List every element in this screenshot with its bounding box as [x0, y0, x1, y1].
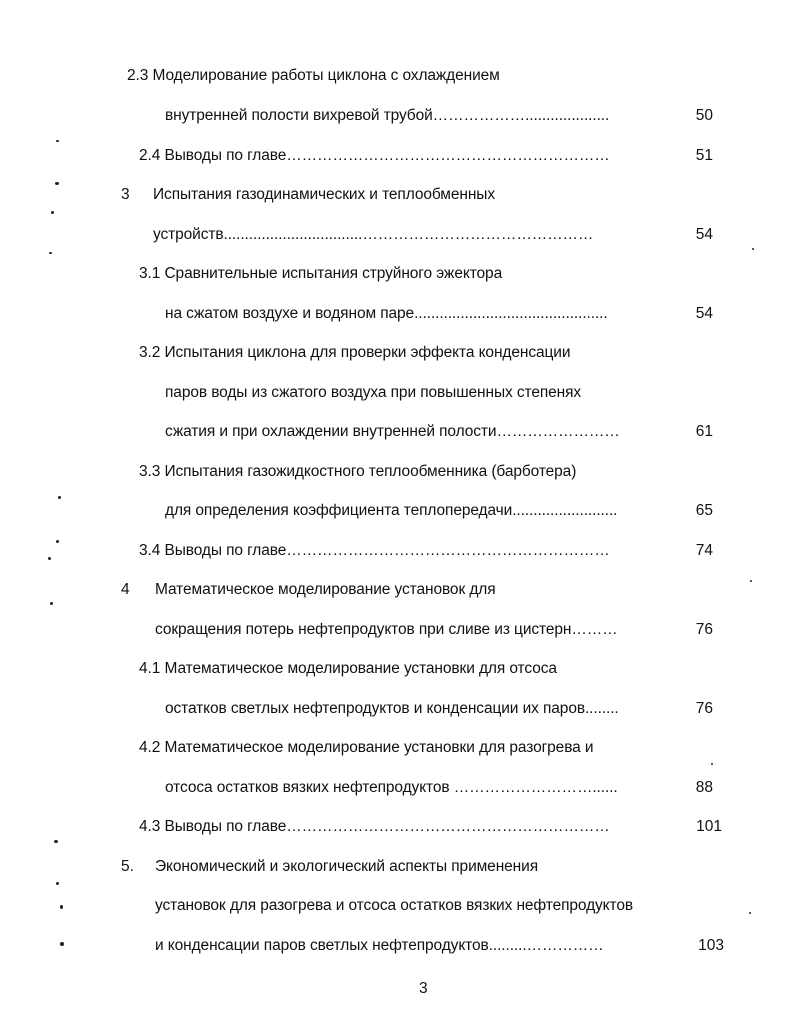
toc-entry-3-2: 3.2 Испытания циклона для проверки эффекта конденсации — [139, 344, 571, 361]
toc-entry-3-4: 3.4 Выводы по главе……………………………………………………… — [139, 542, 610, 559]
toc-entry-2-3: 2.3 Моделирование работы циклона с охлаждением — [127, 67, 500, 84]
scan-speck — [711, 763, 713, 765]
toc-entry-5: Экономический и экологический аспекты применения — [155, 858, 538, 875]
toc-page-3-1: 54 — [695, 305, 713, 322]
toc-chapter-number-3: 3 — [121, 186, 130, 203]
toc-page-4-2: 88 — [695, 779, 713, 796]
toc-page-5: 103 — [698, 937, 724, 954]
toc-page-3-4: 74 — [695, 542, 713, 559]
scan-speck — [49, 252, 52, 254]
scan-speck — [752, 248, 754, 250]
scan-speck — [48, 557, 51, 560]
scan-speck — [55, 182, 59, 185]
toc-entry-4-1-cont: остатков светлых нефтепродуктов и конденсации их паров........ — [165, 700, 619, 717]
toc-entry-3-3: 3.3 Испытания газожидкостного теплообменника (барботера) — [139, 463, 577, 480]
toc-entry-4-1: 4.1 Математическое моделирование установки для отсоса — [139, 660, 557, 677]
scan-speck — [56, 140, 59, 142]
toc-entry-4-cont: сокращения потерь нефтепродуктов при сливе из цистерн……… — [155, 621, 618, 638]
toc-entry-3-2-cont2: сжатия и при охлаждении внутренней полости…………………… — [165, 423, 620, 440]
toc-entry-2-3-cont: внутренней полости вихревой трубой……………….................... — [165, 107, 610, 124]
toc-entry-4-3: 4.3 Выводы по главе……………………………………………………… — [139, 818, 610, 835]
toc-page-4: 76 — [695, 621, 713, 638]
scan-speck — [56, 882, 59, 885]
scan-speck — [60, 905, 63, 909]
scan-speck — [58, 496, 61, 499]
scan-speck — [50, 602, 53, 605]
scan-speck — [56, 540, 59, 543]
toc-entry-5-cont2: и конденсации паров светлых нефтепродуктов.........…………… — [155, 937, 604, 954]
scan-speck — [51, 211, 54, 214]
toc-page-4-1: 76 — [695, 700, 713, 717]
toc-page-3-2: 61 — [695, 423, 713, 440]
toc-entry-4: Математическое моделирование установок для — [155, 581, 496, 598]
toc-entry-3-cont: устройств.................................……………………………………… — [153, 226, 594, 243]
toc-page-3: 54 — [695, 226, 713, 243]
scan-speck — [54, 840, 58, 843]
toc-entry-3-2-cont1: паров воды из сжатого воздуха при повышенных степенях — [165, 384, 582, 401]
toc-page-3-3: 65 — [695, 502, 713, 519]
toc-page-2-3: 50 — [695, 107, 713, 124]
page-number: 3 — [419, 980, 428, 997]
toc-chapter-number-4: 4 — [121, 581, 130, 598]
scan-speck — [750, 580, 752, 582]
toc-entry-3-1-cont: на сжатом воздухе и водяном паре.............................................. — [165, 305, 608, 322]
toc-page-4-3: 101 — [696, 818, 722, 835]
toc-page-2-4: 51 — [695, 147, 713, 164]
toc-entry-5-cont1: установок для разогрева и отсоса остатков вязких нефтепродуктов — [155, 897, 634, 914]
toc-chapter-number-5: 5. — [121, 858, 134, 875]
toc-entry-3: Испытания газодинамических и теплообменных — [153, 186, 495, 203]
toc-entry-3-3-cont: для определения коэффициента теплопередачи......................... — [165, 502, 618, 519]
toc-entry-2-4: 2.4 Выводы по главе……………………………………………………… — [139, 147, 610, 164]
toc-entry-4-2-cont: отсоса остатков вязких нефтепродуктов ………………………...... — [165, 779, 618, 796]
scan-speck — [60, 942, 64, 946]
scan-speck — [749, 912, 751, 914]
toc-entry-3-1: 3.1 Сравнительные испытания струйного эжектора — [139, 265, 503, 282]
toc-entry-4-2: 4.2 Математическое моделирование установки для разогрева и — [139, 739, 594, 756]
